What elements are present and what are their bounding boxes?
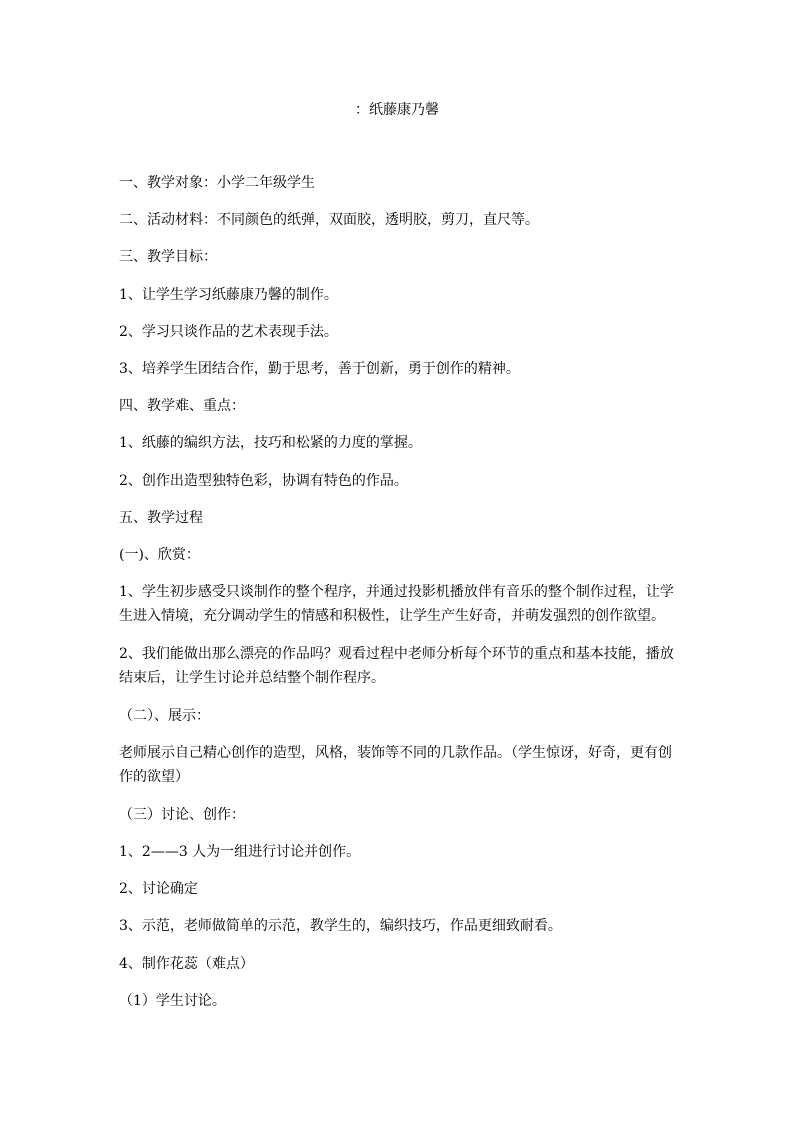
discussion-item-1: 1、2——3 人为一组进行讨论并创作。 bbox=[119, 844, 361, 860]
subsection-heading-display: （二）、展示： bbox=[119, 708, 210, 724]
appreciation-item-2-line-1: 2、我们能做出那么漂亮的作品吗？观看过程中老师分析每个环节的重点和基本技能，播放 bbox=[119, 646, 674, 662]
section-heading-teaching-target: 一、教学对象：小学二年级学生 bbox=[119, 175, 315, 191]
discussion-item-3: 3、示范，老师做简单的示范，教学生的，编织技巧，作品更细致耐看。 bbox=[119, 918, 562, 934]
discussion-item-4: 4、制作花蕊（难点） bbox=[119, 956, 254, 972]
section-heading-materials: 二、活动材料：不同颜色的纸弹，双面胶，透明胶，剪刀，直尺等。 bbox=[119, 212, 539, 228]
subsection-heading-appreciation: (一)、欣赏： bbox=[119, 547, 200, 563]
subsection-heading-discussion: （三）讨论、创作： bbox=[119, 807, 245, 823]
appreciation-item-1-line-2: 生进入情境，充分调动学生的情感和积极性，让学生产生好奇，并萌发强烈的创作欲望。 bbox=[119, 608, 665, 624]
appreciation-item-2-line-2: 结束后，让学生讨论并总结整个制作程序。 bbox=[119, 670, 385, 686]
discussion-subitem-1: （1）学生讨论。 bbox=[119, 993, 226, 1009]
key-point-item-1: 1、纸藤的编织方法，技巧和松紧的力度的掌握。 bbox=[119, 435, 422, 451]
discussion-item-2: 2、讨论确定 bbox=[119, 881, 198, 897]
document-title: ：纸藤康乃馨 bbox=[355, 102, 439, 118]
appreciation-item-1-line-1: 1、学生初步感受只谈制作的整个程序，并通过投影机播放伴有音乐的整个制作过程，让学 bbox=[119, 584, 674, 600]
objective-item-1: 1、让学生学习纸藤康乃馨的制作。 bbox=[119, 287, 338, 303]
display-paragraph-line-2: 作的欲望） bbox=[119, 769, 189, 785]
section-heading-process: 五、教学过程 bbox=[119, 510, 203, 526]
objective-item-3: 3、培养学生团结合作，勤于思考，善于创新，勇于创作的精神。 bbox=[119, 361, 520, 377]
key-point-item-2: 2、创作出造型独特色彩，协调有特色的作品。 bbox=[119, 473, 408, 489]
section-heading-objectives: 三、教学目标： bbox=[119, 249, 217, 265]
objective-item-2: 2、学习只谈作品的艺术表现手法。 bbox=[119, 324, 338, 340]
section-heading-key-points: 四、教学难、重点： bbox=[119, 398, 245, 414]
display-paragraph-line-1: 老师展示自己精心创作的造型，风格，装饰等不同的几款作品。（学生惊讶，好奇，更有创 bbox=[119, 745, 672, 761]
